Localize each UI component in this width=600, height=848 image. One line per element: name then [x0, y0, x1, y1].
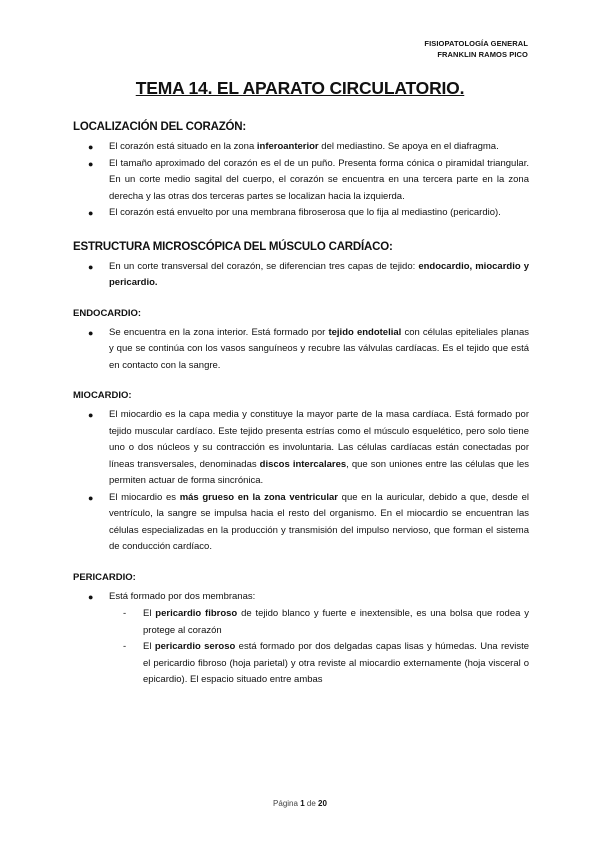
text: está formado por dos delgadas capas lisas y húmedas. Una reviste el pericardio fibroso (hoja parietal) y otra reviste al miocardio externamente (hoja visceral o epicardio). El espacio situado entre ambas — [143, 641, 530, 685]
list-item — [73, 325, 529, 375]
text: El corazón está situado en la zona — [109, 141, 257, 152]
page-footer — [0, 799, 600, 808]
dash-icon: - — [123, 641, 127, 652]
bold-text: pericardio seroso — [154, 641, 236, 652]
list-item — [73, 639, 529, 689]
header-author: FRANKLIN RAMOS PICO — [437, 50, 528, 59]
section-heading-miocardio: MIOCARDIO: — [73, 390, 132, 401]
text: El miocardio es — [109, 491, 180, 503]
text: El corazón está envuelto por una membrana fibroserosa que lo fija al mediastino (pericardio). — [109, 207, 501, 218]
list-item — [73, 156, 529, 206]
list-item — [73, 205, 529, 222]
bullet-list-endocardio — [73, 325, 529, 375]
section-heading-pericardio: PERICARDIO: — [73, 571, 136, 583]
bold-text: endocardio, miocardio y pericardio. — [109, 260, 529, 288]
footer-de-label: de — [306, 799, 316, 808]
text: del mediastino. Se apoya en el diafragma. — [318, 141, 499, 152]
list-item — [73, 490, 529, 556]
text: que en la auricular, debido a que, desde el ventrículo, la sangre se impulsa hacia el resto del organismo. En el miocardio se encuentran las células especializadas en la producción y transmisión del impulso nervioso, que forman el sistema de conducción cardíaco. — [109, 491, 529, 552]
list-item — [73, 259, 529, 292]
bullet-list-pericardio — [73, 589, 529, 606]
section-heading-endocardio: ENDOCARDIO: — [73, 307, 142, 319]
list-item — [73, 407, 529, 490]
text: El miocardio es la capa media y constituye la mayor parte de la masa cardíaca. Está formado por tejido muscular cardíaco. Este tejido presenta estrías como el músculo esquelético, pero solo tiene uno o dos núcleos y su contracción es involuntaria. Las células cardíacas están conectadas por líneas transversales, denominadas — [109, 409, 529, 470]
bold-text: inferoanterior — [256, 141, 319, 152]
dash-list-pericardio — [73, 606, 529, 689]
bullet-icon: ● — [88, 492, 94, 503]
text: de tejido blanco y fuerte e inextensible, es una bolsa que rodea y protege al corazón — [143, 608, 529, 636]
bullet-icon: ● — [88, 158, 94, 169]
list-item — [73, 606, 529, 639]
list-item — [73, 589, 529, 606]
bullet-icon: ● — [88, 261, 94, 272]
text: Está formado por dos membranas: — [109, 590, 256, 602]
text: , que son uniones entre las células que les permiten actuar de forma sincrónica. — [109, 458, 529, 486]
bold-text: tejido endotelial — [328, 326, 402, 338]
text: El — [143, 608, 156, 619]
bullet-icon: ● — [88, 142, 94, 152]
bullet-list-estructura — [73, 259, 529, 292]
bullet-list-miocardio — [73, 407, 529, 556]
text: El — [143, 641, 155, 652]
footer-page-label: Página — [273, 799, 298, 808]
header-course: FISIOPATOLOGÍA GENERAL — [424, 39, 528, 48]
bold-text: pericardio fibroso — [155, 608, 238, 619]
dash-icon: - — [123, 608, 127, 619]
text: con células epiteliales planas y que se continúa con los vasos sanguíneos y recubre las válvulas cardíacas. Es el tejido que está en contacto con la sangre. — [109, 326, 529, 371]
footer-page-total: 20 — [318, 799, 327, 808]
bullet-icon: ● — [88, 591, 94, 602]
bullet-icon: ● — [88, 327, 94, 338]
bold-text: más grueso en la zona ventricular — [179, 491, 338, 503]
bullet-list-localizacion — [73, 139, 529, 222]
text: El tamaño aproximado del corazón es el de un puño. Presenta forma cónica o piramidal triangular. En un corte medio sagital del cuerpo, el corazón se encuentra en una tercera parte en la zona derecha y las otras dos terceras partes se localizan hacia la izquierda. — [109, 157, 529, 202]
bullet-icon: ● — [88, 208, 94, 218]
page-header — [424, 38, 528, 60]
bold-text: discos intercalares — [259, 458, 347, 470]
text: Se encuentra en la zona interior. Está formado por — [109, 326, 329, 338]
bullet-icon: ● — [88, 410, 94, 420]
section-heading-localizacion: LOCALIZACIÓN DEL CORAZÓN: — [73, 121, 247, 133]
section-heading-estructura: ESTRUCTURA MICROSCÓPICA DEL MÚSCULO CARDÍACO: — [73, 240, 393, 253]
page-title: TEMA 14. EL APARATO CIRCULATORIO. — [135, 78, 465, 98]
list-item — [73, 139, 529, 156]
text: En un corte transversal del corazón, se diferencian tres capas de tejido: — [109, 260, 419, 272]
footer-page-number: 1 — [300, 799, 305, 808]
document-body — [73, 121, 529, 689]
